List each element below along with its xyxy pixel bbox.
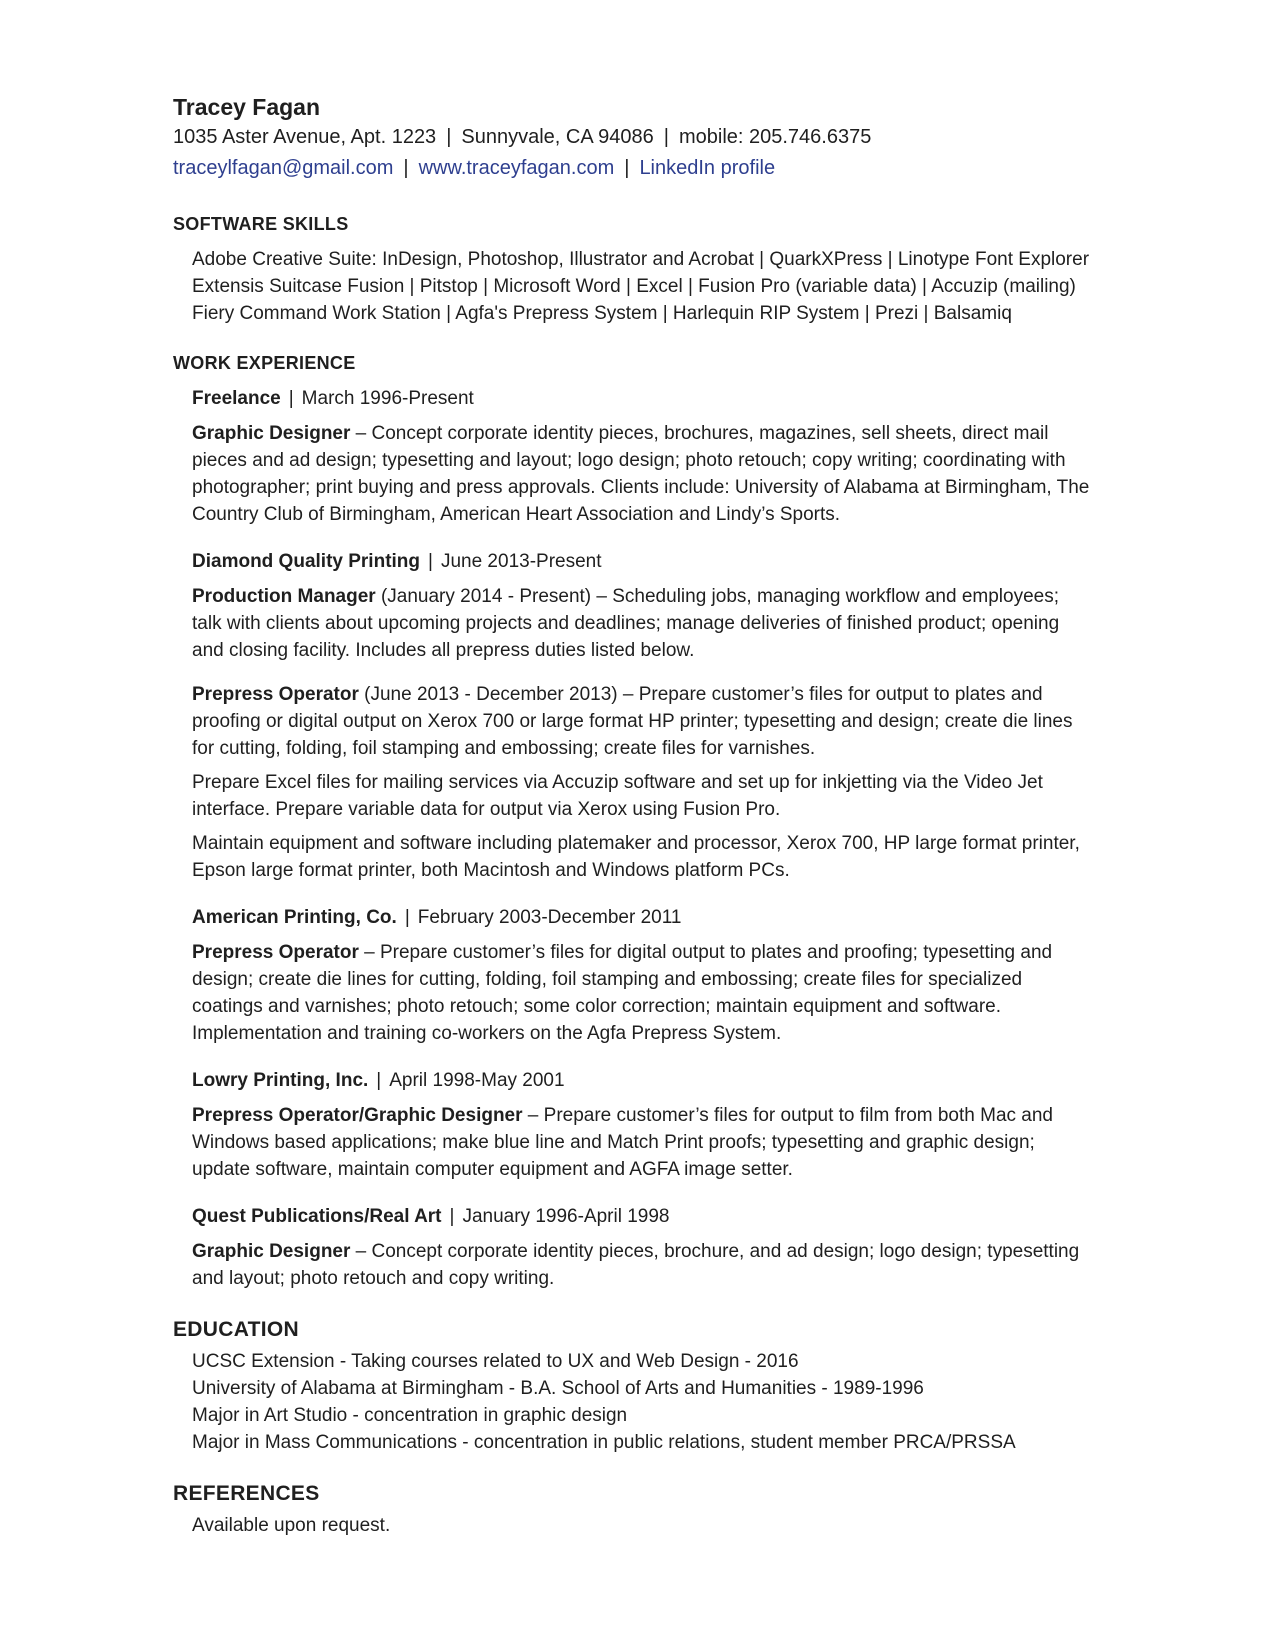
job-description: Maintain equipment and software including platemaker and processor, Xerox 700, HP large format printer, Epson large format printer, both Macintosh and Windows platform PCs. — [192, 833, 1080, 881]
contact-line — [173, 122, 1093, 153]
job-header — [192, 385, 1093, 412]
job-dates: April 1998-May 2001 — [389, 1070, 565, 1091]
job-paragraph — [192, 830, 1093, 884]
education-heading: EDUCATION — [173, 1318, 299, 1341]
job-header — [192, 1067, 1093, 1094]
job-description: – Prepare customer’s files for output to film from both Mac and Windows based applications; make blue line and Match Print proofs; typesetting and graphic design; update software, maintain computer equipment and AGFA image setter. — [192, 1105, 1053, 1180]
job-description: – Concept corporate identity pieces, brochure, and ad design; logo design; typesetting and layout; photo retouch and copy writing. — [192, 1241, 1080, 1289]
education-block — [173, 1348, 1093, 1456]
job-dates: June 2013-Present — [440, 551, 602, 572]
job-description: (January 2014 - Present) – Scheduling jobs, managing workflow and employees; talk with clients about upcoming projects and deadlines; manage deliveries of finished product; opening and closing facility. Includes all prepress duties listed below. — [192, 586, 1060, 661]
job-header — [192, 904, 1093, 931]
separator: | — [663, 126, 669, 148]
links-line — [173, 153, 1093, 184]
education-line: UCSC Extension - Taking courses related to UX and Web Design - 2016 — [192, 1351, 799, 1372]
references-text: Available upon request. — [192, 1515, 391, 1536]
separator: | — [624, 157, 630, 179]
references-heading: REFERENCES — [173, 1482, 320, 1505]
work-block — [173, 385, 1093, 1292]
job-paragraph — [192, 1238, 1093, 1292]
website-link[interactable]: www.traceyfagan.com — [418, 157, 615, 179]
company-name: Diamond Quality Printing — [192, 551, 421, 572]
job-description: Prepare Excel files for mailing services via Accuzip software and set up for inkjetting via the Video Jet interface. Prepare variable data for output via Xerox using Fusion Pro. — [192, 772, 1043, 820]
separator: | — [428, 551, 433, 572]
linkedin-link[interactable]: LinkedIn profile — [639, 157, 776, 179]
skills-heading: SOFTWARE SKILLS — [173, 214, 349, 234]
email-link[interactable]: traceylfagan@gmail.com — [173, 157, 394, 179]
company-name: Lowry Printing, Inc. — [192, 1070, 369, 1091]
job-paragraph — [192, 420, 1093, 528]
separator: | — [449, 1206, 455, 1227]
education-line: University of Alabama at Birmingham - B.A. School of Arts and Humanities - 1989-1996 — [192, 1378, 924, 1399]
separator: | — [288, 388, 294, 409]
work-heading: WORK EXPERIENCE — [173, 353, 356, 373]
company-name: Freelance — [192, 388, 281, 409]
company-name: Quest Publications/Real Art — [192, 1206, 442, 1227]
separator: | — [403, 157, 409, 179]
skills-line: Adobe Creative Suite: InDesign, Photoshop, Illustrator and Acrobat | QuarkXPress | Linotype Font Explorer — [192, 249, 1090, 270]
separator: | — [376, 1070, 382, 1091]
company-name: American Printing, Co. — [192, 907, 397, 928]
resume-name: Tracey Fagan — [173, 94, 321, 120]
address: 1035 Aster Avenue, Apt. 1223 — [173, 126, 437, 148]
phone: mobile: 205.746.6375 — [678, 126, 872, 148]
job-title: Prepress Operator/Graphic Designer — [192, 1105, 523, 1126]
job-description: – Concept corporate identity pieces, brochures, magazines, sell sheets, direct mail pieces and ad design; typesetting and layout; logo design; photo retouch; copy writing; coordinating with photographer; print buying and press approvals. Clients include: University of Alabama at Birmingham, The Country Club of Birmingham, American Heart Association and Lindy’s Sports. — [192, 423, 1090, 525]
city: Sunnyvale, CA 94086 — [461, 126, 654, 148]
skills-line: Extensis Suitcase Fusion | Pitstop | Microsoft Word | Excel | Fusion Pro (variable data) | Accuzip (mailing) — [192, 276, 1076, 297]
job-dates: February 2003-December 2011 — [417, 907, 682, 928]
job-paragraph — [192, 939, 1093, 1047]
job-description: (June 2013 - December 2013) – Prepare customer’s files for output to plates and proofing or digital output on Xerox 700 or large format HP printer; typesetting and design; create die lines for cutting, folding, foil stamping and embossing; create files for varnishes. — [192, 684, 1073, 759]
job-paragraph — [192, 583, 1093, 664]
separator: | — [404, 907, 410, 928]
job-title: Graphic Designer — [192, 423, 351, 444]
skills-block — [173, 246, 1093, 327]
education-line: Major in Mass Communications - concentration in public relations, student member PRCA/PRSSA — [192, 1432, 1016, 1453]
job-dates: January 1996-April 1998 — [462, 1206, 670, 1227]
job-header — [192, 548, 1093, 575]
job-paragraph — [192, 681, 1093, 762]
job-description: – Prepare customer’s files for digital output to plates and proofing; typesetting and design; create die lines for cutting, folding, foil stamping and embossing; create files for specialized coatings and varnishes; photo retouch; some color correction; maintain equipment and software. Implementation and training co-workers on the Agfa Prepress System. — [192, 942, 1053, 1044]
job-title: Production Manager — [192, 586, 376, 607]
job-paragraph — [192, 769, 1093, 823]
job-paragraph — [192, 1102, 1093, 1183]
skills-line: Fiery Command Work Station | Agfa's Prepress System | Harlequin RIP System | Prezi | Balsamiq — [192, 303, 1012, 324]
job-dates: March 1996-Present — [301, 388, 474, 409]
education-line: Major in Art Studio - concentration in graphic design — [192, 1405, 628, 1426]
job-title: Prepress Operator — [192, 942, 359, 963]
job-title: Prepress Operator — [192, 684, 359, 705]
job-header — [192, 1203, 1093, 1230]
separator: | — [446, 126, 452, 148]
job-title: Graphic Designer — [192, 1241, 351, 1262]
